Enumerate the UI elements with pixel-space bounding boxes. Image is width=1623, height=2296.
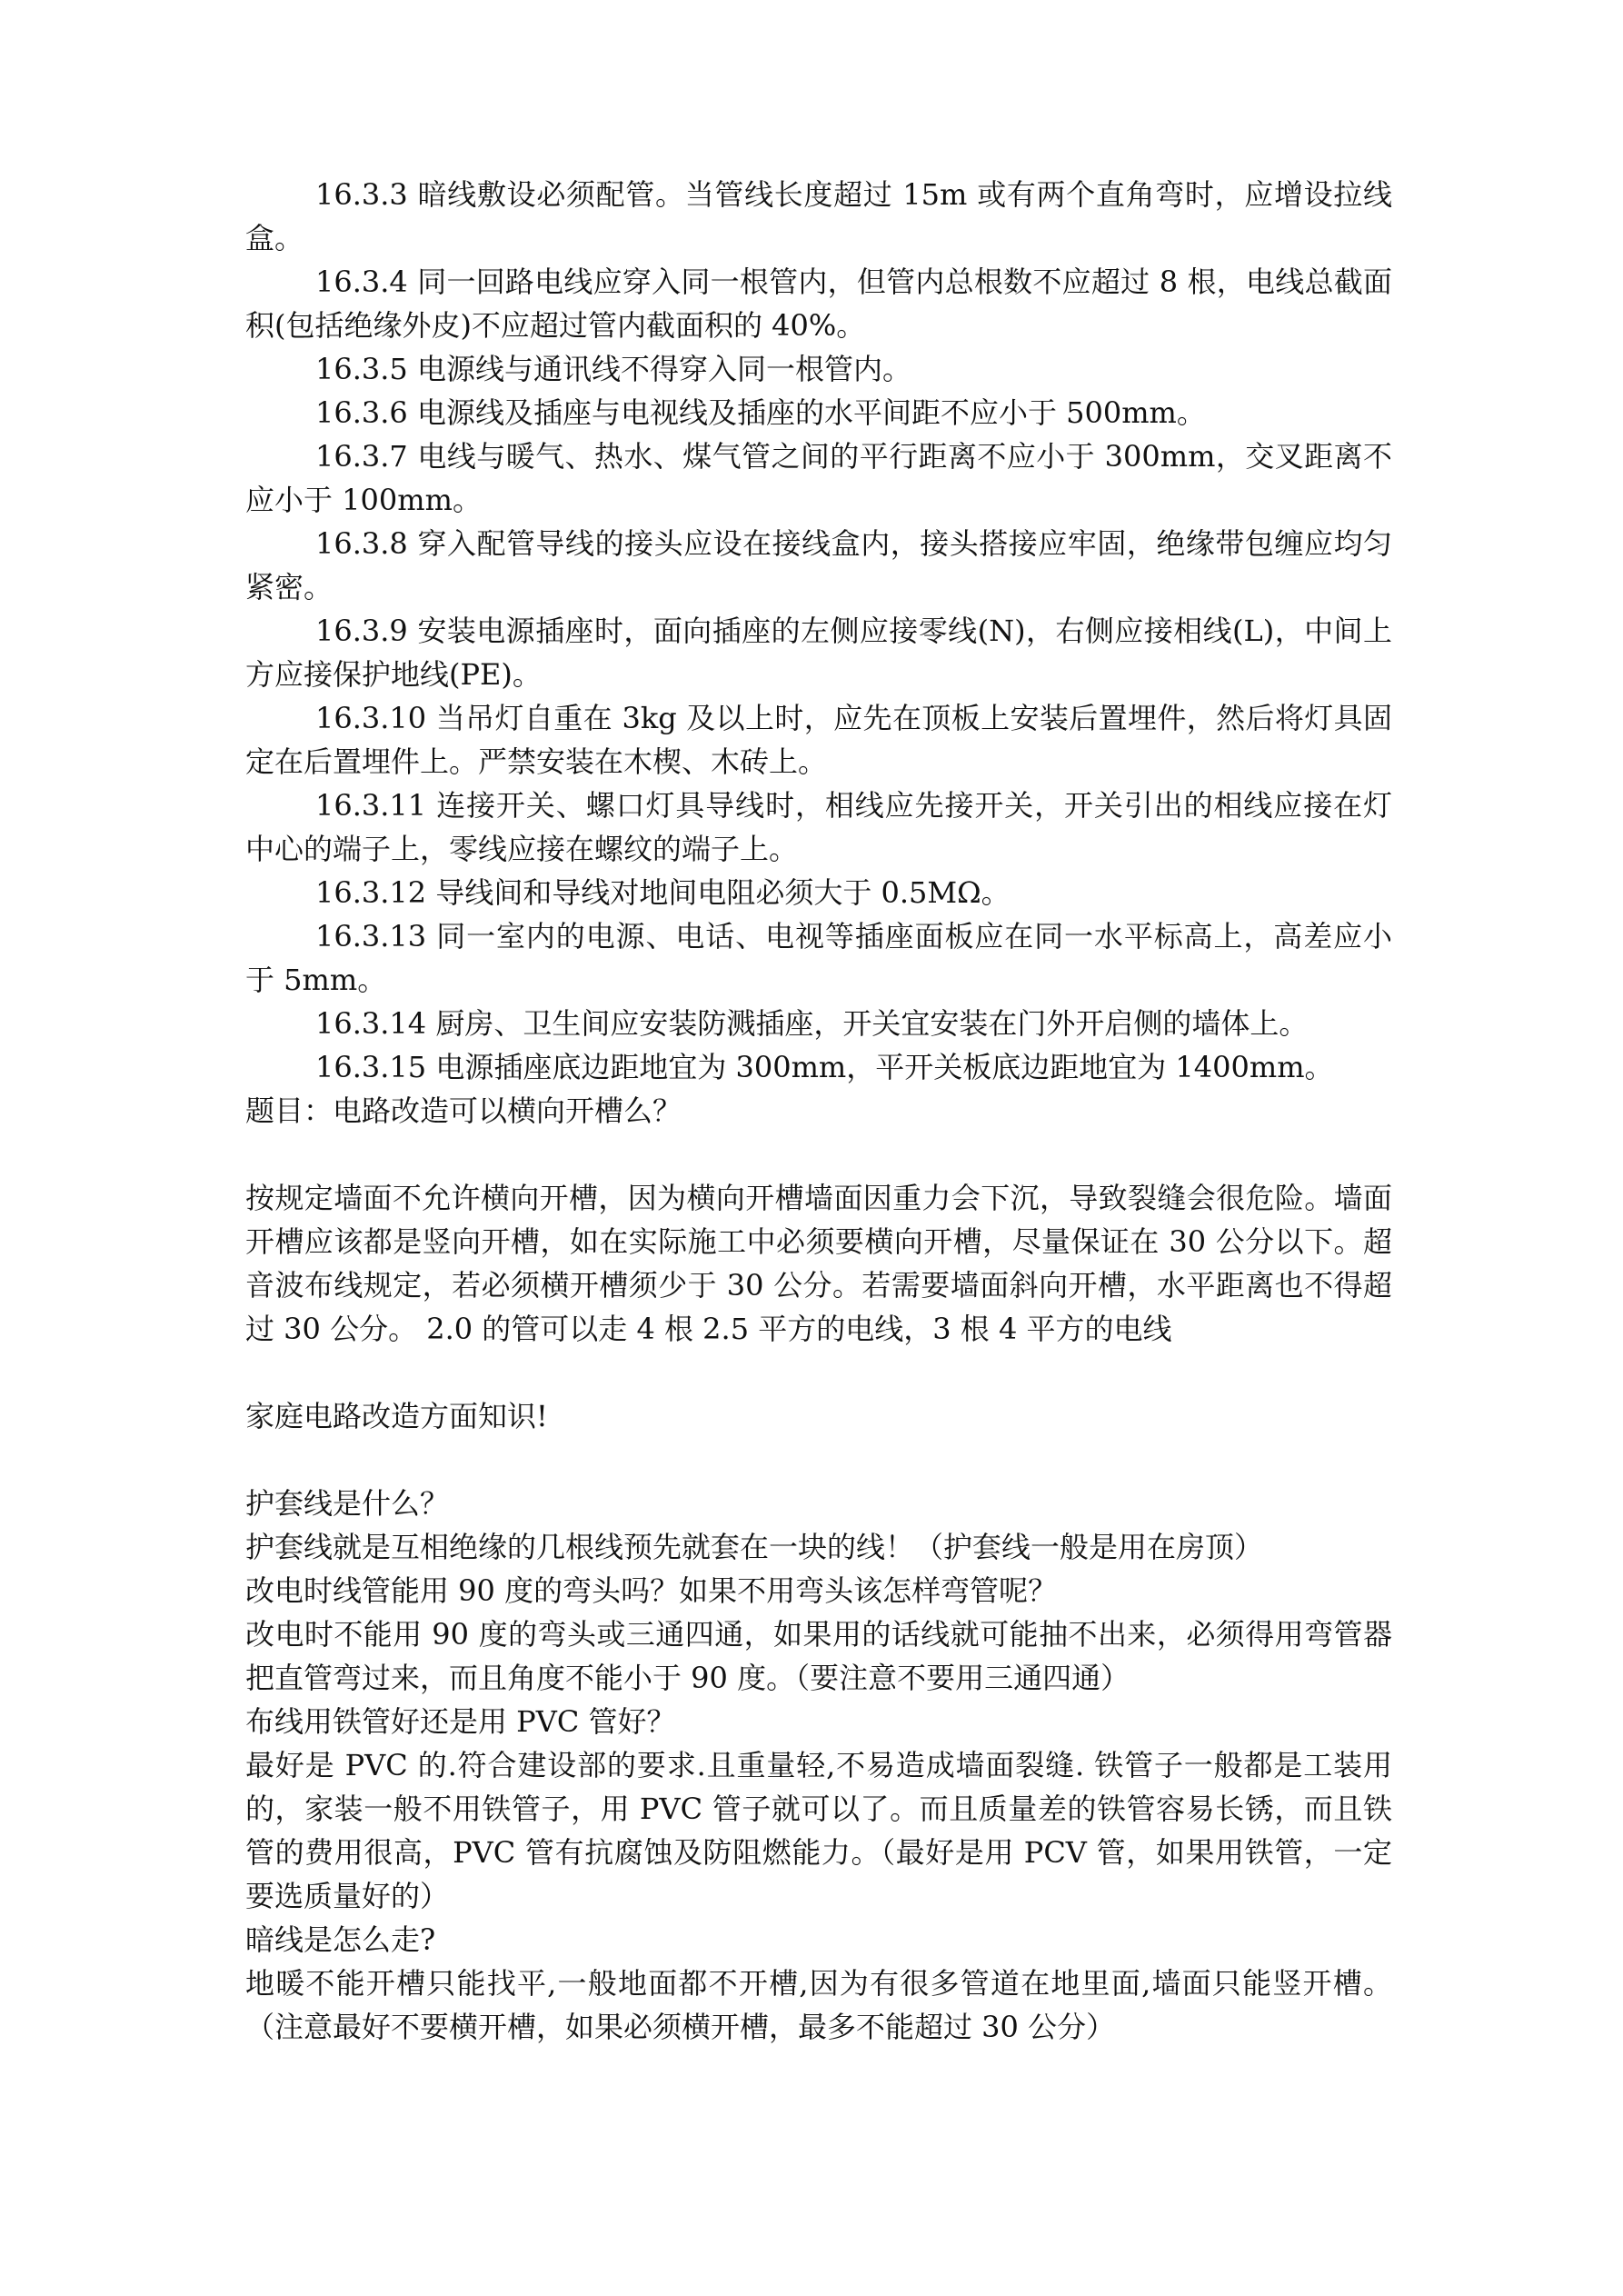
- faq-question: 暗线是怎么走?: [245, 1922, 436, 1957]
- question-title: 题目：电路改造可以横向开槽么？: [245, 1093, 682, 1128]
- answer-paragraph: 按规定墙面不允许横向开槽，因为横向开槽墙面因重力会下沉，导致裂缝会很危险。墙面开槽应该都是竖向开槽，如在实际施工中必须要横向开槽，尽量保证在 30 公分以下。超音波布线规定，若必须横开槽须少于 30 公分。若需要墙面斜向开槽，水平距离也不得超过 30 公分。 2.0 的管可以走 4 根 2.5 平方的电线，3 根 4 平方的电线: [245, 1181, 1392, 1346]
- clause-16-3-10: 16.3.10 当吊灯自重在 3kg 及以上时，应先在顶板上安装后置埋件，然后将灯具固定在后置埋件上。严禁安装在木楔、木砖上。: [245, 701, 1392, 779]
- faq-question: 改电时线管能用 90 度的弯头吗？如果不用弯头该怎样弯管呢？: [245, 1573, 1058, 1608]
- clause-16-3-13: 16.3.13 同一室内的电源、电话、电视等插座面板应在同一水平标高上，高差应小于 5mm。: [245, 919, 1392, 997]
- faq-answer: 地暖不能开槽只能找平,一般地面都不开槽,因为有很多管道在地里面,墙面只能竖开槽。（注意最好不要横开槽，如果必须横开槽，最多不能超过 30 公分）: [245, 1966, 1392, 2044]
- spacer: [245, 1133, 1392, 1176]
- faq-answer: 改电时不能用 90 度的弯头或三通四通，如果用的话线就可能抽不出来，必须得用弯管器把直管弯过来，而且角度不能小于 90 度。（要注意不要用三通四通）: [245, 1617, 1392, 1695]
- clause-16-3-6: 16.3.6 电源线及插座与电视线及插座的水平间距不应小于 500mm。: [315, 395, 1206, 430]
- spacer: [245, 1438, 1392, 1482]
- faq-answer: 护套线就是互相绝缘的几根线预先就套在一块的线！（护套线一般是用在房顶）: [245, 1530, 1264, 1564]
- faq-answer: 最好是 PVC 的.符合建设部的要求.且重量轻,不易造成墙面裂缝. 铁管子一般都是工装用的，家装一般不用铁管子，用 PVC 管子就可以了。而且质量差的铁管容易长锈，而且铁管的费用很高，PVC 管有抗腐蚀及防阻燃能力。（最好是用 PCV 管，如果用铁管，一定要选质量好的）: [245, 1748, 1392, 1913]
- clause-16-3-12: 16.3.12 导线间和导线对地间电阻必须大于 0.5MΩ。: [315, 875, 1011, 910]
- clause-16-3-3: 16.3.3 暗线敷设必须配管。当管线长度超过 15m 或有两个直角弯时，应增设拉线盒。: [245, 177, 1392, 255]
- clause-16-3-14: 16.3.14 厨房、卫生间应安装防溅插座，开关宜安装在门外开启侧的墙体上。: [315, 1006, 1309, 1041]
- faq-question: 布线用铁管好还是用 PVC 管好？: [245, 1704, 676, 1739]
- clause-16-3-9: 16.3.9 安装电源插座时，面向插座的左侧应接零线(N)，右侧应接相线(L)，中间上方应接保护地线(PE)。: [245, 614, 1392, 692]
- clause-16-3-15: 16.3.15 电源插座底边距地宜为 300mm，平开关板底边距地宜为 1400mm。: [315, 1050, 1334, 1084]
- faq-question: 护套线是什么？: [245, 1486, 450, 1521]
- section-title: 家庭电路改造方面知识!: [245, 1399, 548, 1433]
- clause-16-3-7: 16.3.7 电线与暖气、热水、煤气管之间的平行距离不应小于 300mm，交叉距离不应小于 100mm。: [245, 439, 1392, 517]
- clause-16-3-8: 16.3.8 穿入配管导线的接头应设在接线盒内，接头搭接应牢固，绝缘带包缠应均匀紧密。: [245, 526, 1392, 604]
- document-page: [245, 173, 1392, 2049]
- clause-16-3-5: 16.3.5 电源线与通讯线不得穿入同一根管内。: [315, 352, 911, 386]
- clause-16-3-4: 16.3.4 同一回路电线应穿入同一根管内，但管内总根数不应超过 8 根，电线总截面积(包括绝缘外皮)不应超过管内截面积的 40%。: [245, 265, 1392, 343]
- clause-16-3-11: 16.3.11 连接开关、螺口灯具导线时，相线应先接开关，开关引出的相线应接在灯中心的端子上，零线应接在螺纹的端子上。: [245, 788, 1392, 866]
- spacer: [245, 1351, 1392, 1394]
